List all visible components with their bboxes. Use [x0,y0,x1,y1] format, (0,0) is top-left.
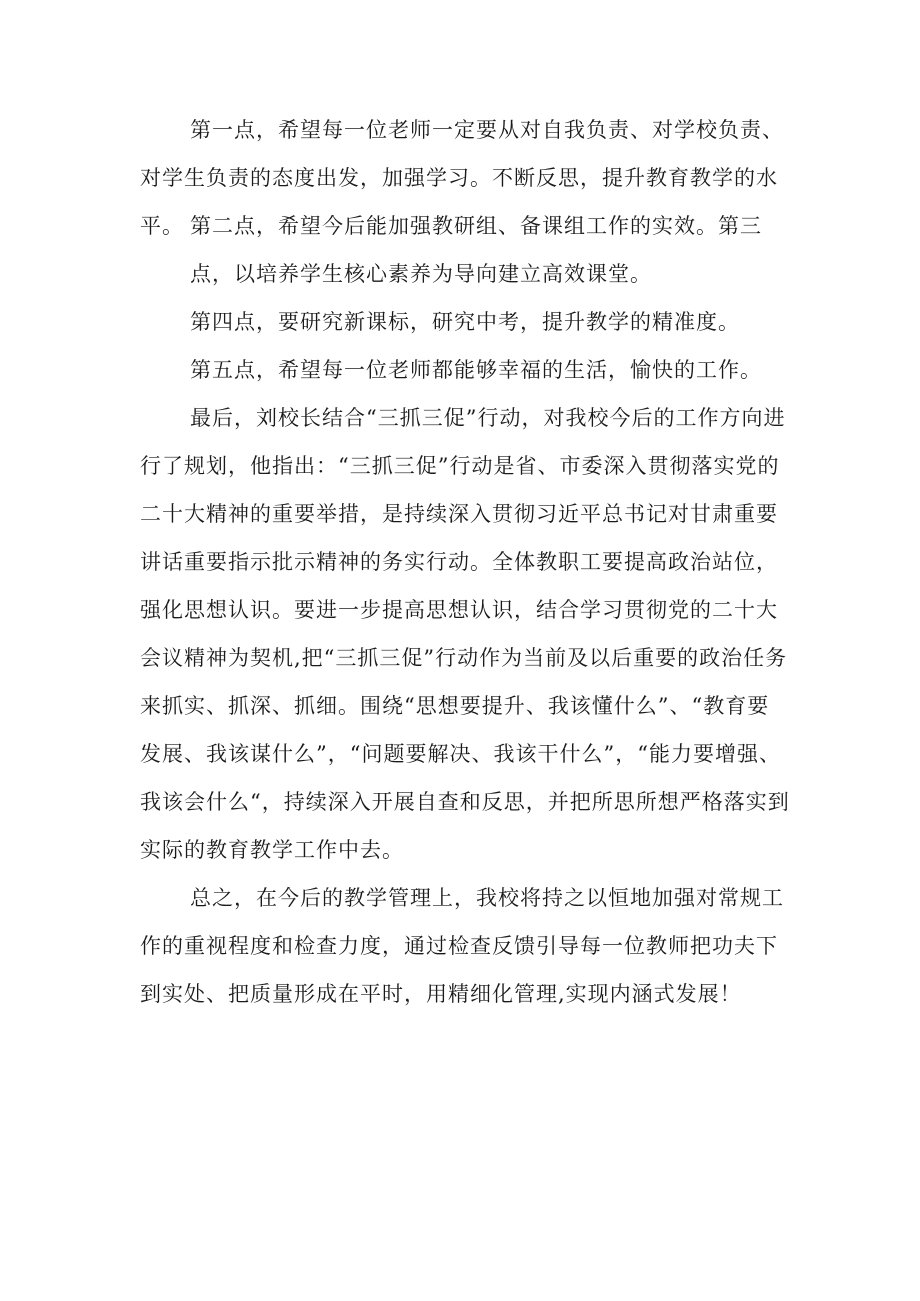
paragraph-finally: 最后，刘校长结合“三抓三促”行动，对我校今后的工作方向进行了规划，他指出：“三抓三促”行动是省、市委深入贯彻落实党的二十大精神的重要举措，是持续深入贯彻习近平总书记对甘肃重要讲话重要指示批示精神的务实行动。全体教职工要提高政治站位，强化思想认识。要进一步提高思想认识，结合学习贯彻党的二十大会议精神为契机,把“三抓三促”行动作为当前及以后重要的政治任务来抓实、抓深、抓细。围绕“思想要提升、我该懂什么”、“教育要发展、我该谋什么”，“问题要解决、我该干什么”，“能力要增强、我该会什么“，持续深入开展自查和反思，并把所思所想严格落实到实际的教育教学工作中去。 [140,406,790,862]
paragraph-point-one: 第一点，希望每一位老师一定要从对自我负责、对学校负责、对学生负责的态度出发，加强学习。不断反思，提升教育教学的水平。 [140,118,784,238]
paragraph-point-two-three: 第二点，希望今后能加强教研组、备课组工作的实效。第三点，以培养学生核心素养为导向建立高效课堂。 [190,214,762,286]
paragraph-point-four: 第四点，要研究新课标，研究中考，提升教学的精准度。 [190,310,740,334]
paragraph-conclusion: 总之，在今后的教学管理上，我校将持之以恒地加强对常规工作的重视程度和检查力度，通过检查反馈引导每一位教师把功夫下到实处、把质量形成在平时，用精细化管理,实现内涵式发展！ [140,886,784,1006]
paragraph-point-five: 第五点，希望每一位老师都能够幸福的生活，愉快的工作。 [190,358,762,382]
